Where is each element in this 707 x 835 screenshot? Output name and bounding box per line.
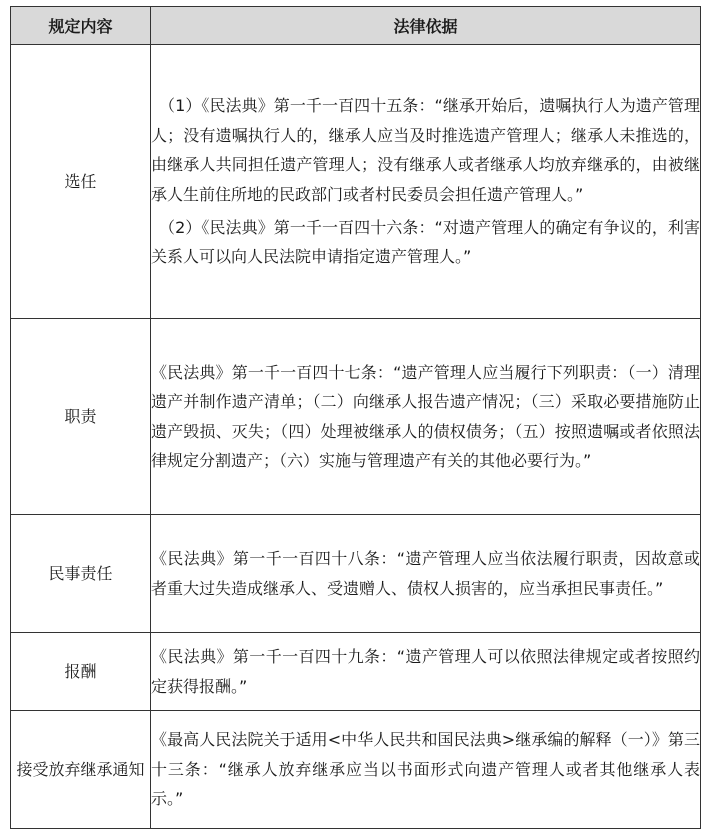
row-label-liability: 民事责任 xyxy=(11,515,151,633)
table-row xyxy=(11,711,701,829)
table-row xyxy=(11,319,701,515)
header-content: 规定内容 xyxy=(11,7,151,45)
header-row xyxy=(11,7,701,45)
row-label-appointment: 选任 xyxy=(11,45,151,319)
basis-paragraph: 《民法典》第一千一百四十九条：“遗产管理人可以依照法律规定或者按照约定获得报酬。” xyxy=(151,647,700,696)
basis-paragraph: （1）《民法典》第一千一百四十五条：“继承开始后，遗嘱执行人为遗产管理人；没有遗嘱执行人的，继承人应当及时推选遗产管理人；继承人未推选的，由继承人共同担任遗产管理人；没有继承人或者继承人均放弃继承的，由被继承人生前住所地的民政部门或者村民委员会担任遗产管理人。” xyxy=(151,96,700,204)
table-row xyxy=(11,633,701,711)
row-label-remuneration: 报酬 xyxy=(11,633,151,711)
row-label-renunciation-notice: 接受放弃继承通知 xyxy=(11,711,151,829)
basis-paragraph: 《最高人民法院关于适用<中华人民共和国民法典>继承编的解释（一）》第三十三条：“继承人放弃继承应当以书面形式向遗产管理人或者其他继承人表示。” xyxy=(151,730,700,809)
basis-paragraph: （2）《民法典》第一千一百四十六条：“对遗产管理人的确定有争议的，利害关系人可以向人民法院申请指定遗产管理人。” xyxy=(151,217,700,267)
row-basis-appointment xyxy=(151,45,701,319)
row-basis-liability xyxy=(151,515,701,633)
row-label-duties: 职责 xyxy=(11,319,151,515)
row-basis-remuneration xyxy=(151,633,701,711)
row-basis-renunciation-notice xyxy=(151,711,701,829)
table-row xyxy=(11,45,701,319)
basis-paragraph: 《民法典》第一千一百四十七条：“遗产管理人应当履行下列职责：（一）清理遗产并制作遗产清单；（二）向继承人报告遗产情况；（三）采取必要措施防止遗产毁损、灭失；（四）处理被继承人的债权债务；（五）按照遗嘱或者依照法律规定分割遗产；（六）实施与管理遗产有关的其他必要行为。” xyxy=(151,362,700,470)
row-basis-duties xyxy=(151,319,701,515)
basis-paragraph: 《民法典》第一千一百四十八条：“遗产管理人应当依法履行职责，因故意或者重大过失造成继承人、受遗赠人、债权人损害的，应当承担民事责任。” xyxy=(151,549,700,598)
legal-basis-table xyxy=(10,6,701,829)
table-row xyxy=(11,515,701,633)
header-basis: 法律依据 xyxy=(151,7,701,45)
